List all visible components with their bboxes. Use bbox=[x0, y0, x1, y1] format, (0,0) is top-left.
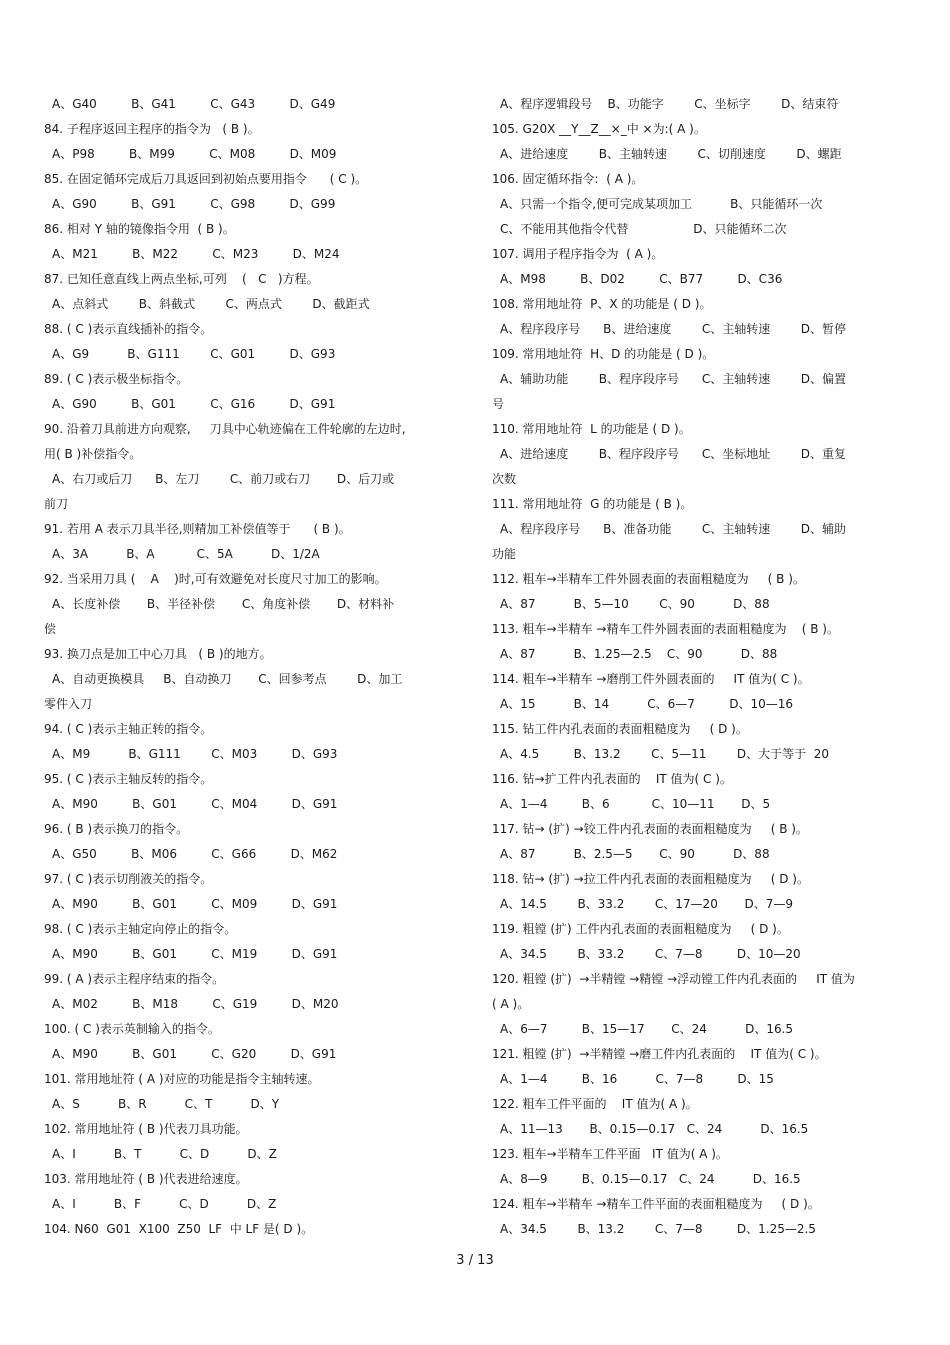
options-line: A、11—13 B、0.15—0.17 C、24 D、16.5 bbox=[500, 1122, 809, 1136]
options-line: A、1—4 B、6 C、10—11 D、5 bbox=[500, 797, 771, 811]
options-line: A、点斜式 B、斜截式 C、两点式 D、截距式 bbox=[52, 297, 370, 311]
question-line: 123. 粗车→半精车工件平面 IT 值为( A )。 bbox=[492, 1147, 728, 1161]
continuation-line: ( A )。 bbox=[492, 997, 530, 1011]
question-line: 96. ( B )表示换刀的指令。 bbox=[44, 822, 189, 836]
continuation-line: 零件入刀 bbox=[44, 697, 93, 711]
options-line: A、4.5 B、13.2 C、5—11 D、大于等于 20 bbox=[500, 747, 830, 761]
question-line: 121. 粗镗 (扩) →半精镗 →磨工件内孔表面的 IT 值为( C )。 bbox=[492, 1047, 827, 1061]
options-line: A、34.5 B、13.2 C、7—8 D、1.25—2.5 bbox=[500, 1222, 816, 1236]
options-line: A、I B、T C、D D、Z bbox=[52, 1147, 277, 1161]
options-line: A、M9 B、G111 C、M03 D、G93 bbox=[52, 747, 338, 761]
right-column bbox=[492, 92, 912, 1242]
question-line: 109. 常用地址符 H、D 的功能是 ( D )。 bbox=[492, 347, 715, 361]
question-line: 95. ( C )表示主轴反转的指令。 bbox=[44, 772, 213, 786]
question-line: 102. 常用地址符 ( B )代表刀具功能。 bbox=[44, 1122, 248, 1136]
question-line: 93. 换刀点是加工中心刀具 ( B )的地方。 bbox=[44, 647, 272, 661]
options-line: A、M98 B、D02 C、B77 D、C36 bbox=[500, 272, 783, 286]
question-line: 99. ( A )表示主程序结束的指令。 bbox=[44, 972, 225, 986]
options-line: A、G50 B、M06 C、G66 D、M62 bbox=[52, 847, 338, 861]
page-number: 3 / 13 bbox=[456, 1253, 494, 1268]
question-line: 112. 粗车→半精车工件外圆表面的表面粗糙度为 ( B )。 bbox=[492, 572, 805, 586]
question-line: 115. 钻工件内孔表面的表面粗糙度为 ( D )。 bbox=[492, 722, 748, 736]
options-line: A、P98 B、M99 C、M08 D、M09 bbox=[52, 147, 337, 161]
options-line: A、程序逻辑段号 B、功能字 C、坐标字 D、结束符 bbox=[500, 97, 839, 111]
continuation-line: 功能 bbox=[492, 547, 517, 561]
question-line: 122. 粗车工件平面的 IT 值为( A )。 bbox=[492, 1097, 698, 1111]
question-line: 106. 固定循环指令: ( A )。 bbox=[492, 172, 644, 186]
continuation-line: 偿 bbox=[44, 622, 57, 636]
options-line: A、M90 B、G01 C、M04 D、G91 bbox=[52, 797, 338, 811]
options-line: A、S B、R C、T D、Y bbox=[52, 1097, 280, 1111]
question-line: 108. 常用地址符 P、X 的功能是 ( D )。 bbox=[492, 297, 712, 311]
question-line: 105. G20X __Y__Z__×_中 ×为:( A )。 bbox=[492, 122, 706, 136]
question-line: 111. 常用地址符 G 的功能是 ( B )。 bbox=[492, 497, 693, 511]
question-line: 90. 沿着刀具前进方向观察, 刀具中心轨迹偏在工件轮廓的左边时, bbox=[44, 422, 406, 436]
options-line: C、不能用其他指令代替 D、只能循环二次 bbox=[500, 222, 787, 236]
options-line: A、右刀或后刀 B、左刀 C、前刀或右刀 D、后刀或 bbox=[52, 472, 395, 486]
continuation-line: 次数 bbox=[492, 472, 517, 486]
question-line: 113. 粗车→半精车 →精车工件外圆表面的表面粗糙度为 ( B )。 bbox=[492, 622, 839, 636]
options-line: A、G9 B、G111 C、G01 D、G93 bbox=[52, 347, 336, 361]
question-line: 120. 粗镗 (扩) →半精镗 →精镗 →浮动镗工件内孔表面的 IT 值为 bbox=[492, 972, 855, 986]
options-line: A、自动更换模具 B、自动换刀 C、回参考点 D、加工 bbox=[52, 672, 403, 686]
question-line: 114. 粗车→半精车 →磨削工件外圆表面的 IT 值为( C )。 bbox=[492, 672, 810, 686]
question-line: 84. 子程序返回主程序的指令为 ( B )。 bbox=[44, 122, 260, 136]
question-line: 118. 钻→ (扩) →拉工件内孔表面的表面粗糙度为 ( D )。 bbox=[492, 872, 809, 886]
question-line: 97. ( C )表示切削液关的指令。 bbox=[44, 872, 213, 886]
options-line: A、进给速度 B、主轴转速 C、切削速度 D、螺距 bbox=[500, 147, 842, 161]
options-line: A、M90 B、G01 C、M19 D、G91 bbox=[52, 947, 338, 961]
options-line: A、8—9 B、0.15—0.17 C、24 D、16.5 bbox=[500, 1172, 801, 1186]
question-line: 91. 若用 A 表示刀具半径,则精加工补偿值等于 ( B )。 bbox=[44, 522, 351, 536]
question-line: 124. 粗车→半精车 →精车工件平面的表面粗糙度为 ( D )。 bbox=[492, 1197, 820, 1211]
options-line: A、进给速度 B、程序段序号 C、坐标地址 D、重复 bbox=[500, 447, 846, 461]
options-line: A、G90 B、G91 C、G98 D、G99 bbox=[52, 197, 336, 211]
options-line: A、87 B、2.5—5 C、90 D、88 bbox=[500, 847, 770, 861]
question-line: 85. 在固定循环完成后刀具返回到初始点要用指令 ( C )。 bbox=[44, 172, 368, 186]
question-line: 89. ( C )表示极坐标指令。 bbox=[44, 372, 189, 386]
options-line: A、6—7 B、15—17 C、24 D、16.5 bbox=[500, 1022, 794, 1036]
options-line: A、程序段序号 B、准备功能 C、主轴转速 D、辅助 bbox=[500, 522, 846, 536]
options-line: A、M90 B、G01 C、G20 D、G91 bbox=[52, 1047, 337, 1061]
question-line: 119. 粗镗 (扩) 工件内孔表面的表面粗糙度为 ( D )。 bbox=[492, 922, 789, 936]
question-line: 110. 常用地址符 L 的功能是 ( D )。 bbox=[492, 422, 691, 436]
question-line: 88. ( C )表示直线插补的指令。 bbox=[44, 322, 213, 336]
options-line: A、14.5 B、33.2 C、17—20 D、7—9 bbox=[500, 897, 794, 911]
question-line: 92. 当采用刀具 ( A )时,可有效避免对长度尺寸加工的影响。 bbox=[44, 572, 387, 586]
options-line: A、辅助功能 B、程序段序号 C、主轴转速 D、偏置 bbox=[500, 372, 846, 386]
question-line: 87. 已知任意直线上两点坐标,可列 ( C )方程。 bbox=[44, 272, 319, 286]
question-line: 116. 钻→扩工件内孔表面的 IT 值为( C )。 bbox=[492, 772, 732, 786]
options-line: A、87 B、5—10 C、90 D、88 bbox=[500, 597, 770, 611]
options-line: A、I B、F C、D D、Z bbox=[52, 1197, 277, 1211]
options-line: A、程序段序号 B、进给速度 C、主轴转速 D、暂停 bbox=[500, 322, 846, 336]
question-line: 86. 相对 Y 轴的镜像指令用 ( B )。 bbox=[44, 222, 235, 236]
question-line: 100. ( C )表示英制输入的指令。 bbox=[44, 1022, 220, 1036]
options-line: A、G40 B、G41 C、G43 D、G49 bbox=[52, 97, 336, 111]
options-line: A、M90 B、G01 C、M09 D、G91 bbox=[52, 897, 338, 911]
options-line: A、3A B、A C、5A D、1/2A bbox=[52, 547, 320, 561]
question-line: 98. ( C )表示主轴定向停止的指令。 bbox=[44, 922, 237, 936]
question-line: 107. 调用子程序指令为 ( A )。 bbox=[492, 247, 664, 261]
options-line: A、只需一个指令,便可完成某项加工 B、只能循环一次 bbox=[500, 197, 823, 211]
question-line: 104. N60 G01 X100 Z50 LF 中 LF 是( D )。 bbox=[44, 1222, 314, 1236]
options-line: A、1—4 B、16 C、7—8 D、15 bbox=[500, 1072, 774, 1086]
continuation-line: 前刀 bbox=[44, 497, 69, 511]
options-line: A、15 B、14 C、6—7 D、10—16 bbox=[500, 697, 794, 711]
options-line: A、87 B、1.25—2.5 C、90 D、88 bbox=[500, 647, 778, 661]
options-line: A、M21 B、M22 C、M23 D、M24 bbox=[52, 247, 340, 261]
options-line: A、G90 B、G01 C、G16 D、G91 bbox=[52, 397, 336, 411]
left-column bbox=[44, 92, 464, 1242]
question-line: 103. 常用地址符 ( B )代表进给速度。 bbox=[44, 1172, 248, 1186]
continuation-line: 用( B )补偿指令。 bbox=[44, 447, 142, 461]
options-line: A、34.5 B、33.2 C、7—8 D、10—20 bbox=[500, 947, 801, 961]
options-line: A、M02 B、M18 C、G19 D、M20 bbox=[52, 997, 339, 1011]
options-line: A、长度补偿 B、半径补偿 C、角度补偿 D、材料补 bbox=[52, 597, 395, 611]
continuation-line: 号 bbox=[492, 397, 505, 411]
question-line: 101. 常用地址符 ( A )对应的功能是指令主轴转速。 bbox=[44, 1072, 320, 1086]
question-line: 117. 钻→ (扩) →铰工件内孔表面的表面粗糙度为 ( B )。 bbox=[492, 822, 808, 836]
question-line: 94. ( C )表示主轴正转的指令。 bbox=[44, 722, 213, 736]
